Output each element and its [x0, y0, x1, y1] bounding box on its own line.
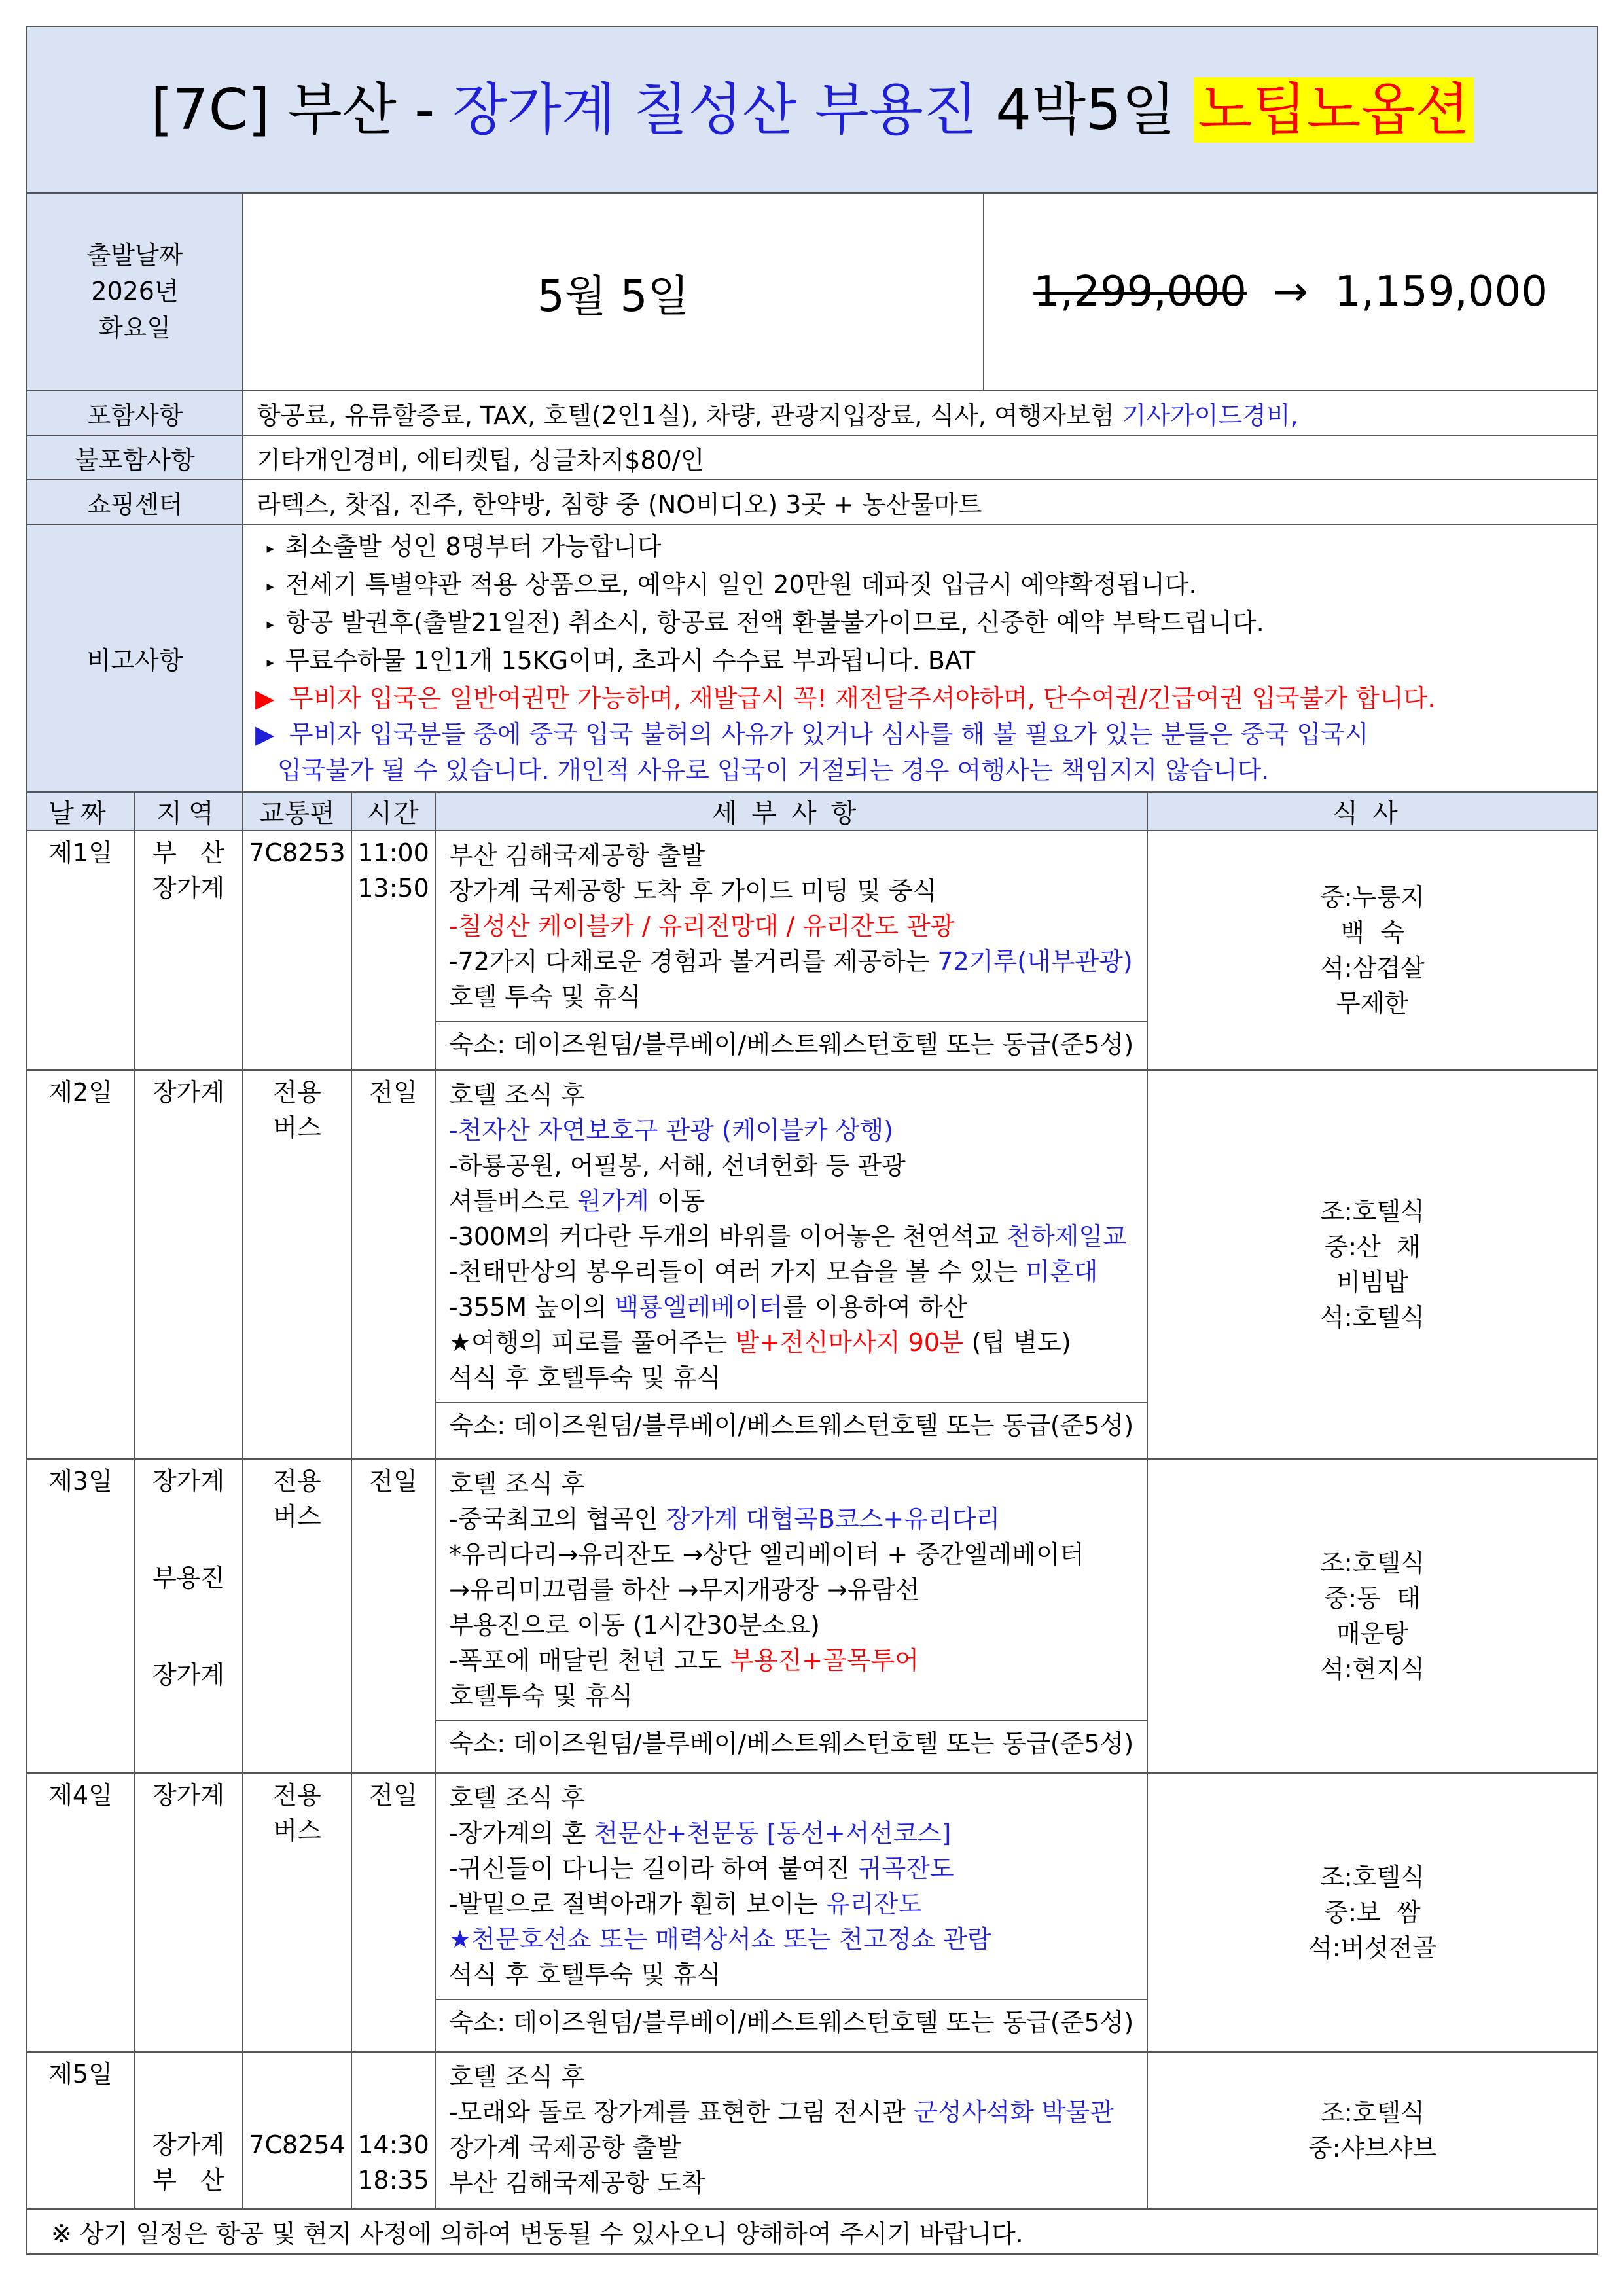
detail-text: -355M 높이의 [449, 1293, 615, 1321]
bullet-icon: ▸ [266, 617, 274, 633]
detail-highlight: 72기루(내부관광) [937, 947, 1133, 976]
detail-text: -장가계의 혼 [449, 1819, 594, 1848]
detail-highlight: 군성사석화 박물관 [914, 2098, 1114, 2126]
detail-text: 를 이용하여 하산 [783, 1293, 967, 1321]
time-cell [351, 831, 435, 1070]
itinerary-sheet [26, 26, 1598, 2255]
day-cell: 제1일 [27, 831, 134, 1070]
remark-item [255, 605, 1597, 643]
detail-text: -300M의 커다란 두개의 바위를 이어놓은 천연석교 [449, 1222, 1007, 1251]
table-row [27, 831, 1597, 1070]
time-cell: 전일 [351, 1070, 435, 1459]
detail-text: -폭포에 매달린 천년 고도 [449, 1646, 730, 1675]
departure-weekday: 화요일 [98, 313, 171, 342]
detail-highlight: 백룡엘레베이터 [615, 1293, 783, 1321]
detail-text: -귀신들이 다니는 길이라 하여 붙여진 [449, 1854, 858, 1883]
transport-text: 전용 [273, 1467, 321, 1496]
detail-line [449, 944, 1147, 979]
warning-text: 무비자 입국분들 중에 중국 입국 불허의 사유가 있거나 심사를 해 볼 필요가 있는 분들은 중국 입국시 [289, 720, 1369, 749]
detail-line: *유리다리→유리잔도 →상단 엘리베이터 + 중간엘레베이터 [449, 1540, 1084, 1569]
detail-text: -모래와 돌로 장가계를 표현한 그림 전시관 [449, 2098, 914, 2126]
meal-text: 비빔밥 [1336, 1268, 1409, 1297]
meal-text: 백 숙 [1340, 918, 1404, 947]
meal-cell [1147, 2052, 1597, 2209]
detail-line [449, 1254, 1147, 1289]
detail-line: ★천문호선쇼 또는 매력상서쇼 또는 천고정쇼 관람 [449, 1925, 991, 1954]
detail-line: 장가계 국제공항 출발 [449, 2133, 681, 2162]
include-label: 포함사항 [27, 391, 243, 435]
meal-text: 중:동 태 [1324, 1584, 1421, 1613]
title-destination: 장가계 칠성산 부용진 [452, 77, 978, 143]
meal-text: 중:보 쌈 [1324, 1898, 1421, 1927]
time-cell [351, 2052, 435, 2209]
exclude-label: 불포함사항 [27, 435, 243, 480]
detail-cell [435, 2052, 1147, 2209]
shopping-text: 라텍스, 찻집, 진주, 한약방, 침향 중 (NO비디오) 3곳 + 농산물마트 [243, 480, 1597, 524]
hotel-line: 숙소: 데이즈원덤/블루베이/베스트웨스턴호텔 또는 동급(준5성) [436, 1999, 1147, 2045]
detail-highlight: 부용진+골목투어 [730, 1646, 919, 1675]
detail-line [449, 1816, 1147, 1851]
location-cell: 장가계 [134, 1773, 243, 2052]
col-header-day: 날짜 [27, 792, 134, 831]
meal-text: 석:현지식 [1320, 1655, 1425, 1683]
bullet-icon: ▸ [266, 541, 274, 557]
meal-cell [1147, 1773, 1597, 2052]
detail-highlight: 발+전신마사지 90분 [735, 1328, 964, 1357]
col-header-meal: 식사 [1147, 792, 1597, 831]
detail-text: 이동 [649, 1187, 705, 1215]
location-spacer [135, 1499, 242, 1560]
detail-text: -천태만상의 봉우리들이 여러 가지 모습을 볼 수 있는 [449, 1257, 1026, 1286]
detail-lines [436, 831, 1147, 1021]
warning-entry-cont: 입국불가 될 수 있습니다. 개인적 사유로 입국이 거절되는 경우 여행사는 책임지지 않습니다. [277, 756, 1270, 785]
location-cell [134, 831, 243, 1070]
detail-cell [435, 1459, 1147, 1773]
detail-line: 호텔 조식 후 [449, 1469, 585, 1498]
detail-highlight: 미혼대 [1026, 1257, 1098, 1286]
detail-line [449, 1851, 1147, 1886]
arrow-icon: → [1273, 268, 1308, 316]
warning-visa [255, 681, 1597, 717]
title-tag: 노팁노옵션 [1194, 77, 1473, 143]
meal-text: 무제한 [1336, 989, 1409, 1018]
remarks-label: 비고사항 [27, 524, 243, 792]
detail-cell [435, 1070, 1147, 1459]
table-row [27, 1773, 1597, 2052]
detail-lines [436, 1460, 1147, 1720]
warning-text: 무비자 입국은 일반여권만 가능하며, 재발급시 꼭! 재전달주셔야하며, 단수여권/긴급여권 입국불가 합니다. [289, 684, 1436, 713]
time-spacer [352, 2056, 435, 2127]
detail-line: 석식 후 호텔투숙 및 휴식 [449, 1363, 721, 1392]
remark-item [255, 567, 1597, 605]
col-header-loc: 지역 [134, 792, 243, 831]
transport-cell [243, 2052, 351, 2209]
hotel-line: 숙소: 데이즈원덤/블루베이/베스트웨스턴호텔 또는 동급(준5성) [436, 1021, 1147, 1067]
location-text: 장가계 [152, 1467, 225, 1496]
detail-text: -72가지 다채로운 경험과 볼거리를 제공하는 [449, 947, 938, 976]
detail-text: -중국최고의 협곡인 [449, 1505, 666, 1534]
remark-text: 무료수하물 1인1개 15KG이며, 초과시 수수료 부과됩니다. BAT [285, 646, 976, 675]
detail-line [449, 1183, 1147, 1219]
departure-label-line: 출발날짜 [86, 241, 183, 270]
departure-label [27, 193, 243, 391]
col-header-transport: 교통편 [243, 792, 351, 831]
departure-date: 5월 5일 [243, 193, 984, 391]
include-main: 항공료, 유류할증료, TAX, 호텔(2인1실), 차량, 관광지입장료, 식사, 여행자보험 [257, 401, 1122, 430]
bullet-icon: ▸ [266, 655, 274, 671]
remark-text: 전세기 특별약관 적용 상품으로, 예약시 일인 20만원 데파짓 입금시 예약확정됩니다. [285, 570, 1197, 599]
new-price: 1,159,000 [1334, 268, 1548, 316]
meal-text: 매운탕 [1336, 1619, 1409, 1648]
day-cell: 제3일 [27, 1459, 134, 1773]
exclude-text: 기타개인경비, 에티켓팁, 싱글차지$80/인 [243, 435, 1597, 480]
remark-text: 최소출발 성인 8명부터 가능합니다 [285, 532, 662, 561]
detail-highlight: 천문산+천문동 [동선+서선코스] [594, 1819, 952, 1848]
detail-highlight: 유리잔도 [825, 1890, 922, 1918]
shopping-label: 쇼핑센터 [27, 480, 243, 524]
detail-line: -하룡공원, 어필봉, 서해, 선녀헌화 등 관광 [449, 1151, 906, 1180]
time-text: 18:35 [357, 2166, 429, 2195]
meal-cell [1147, 1070, 1597, 1459]
transport-spacer [243, 2056, 351, 2127]
meal-text: 석:호텔식 [1320, 1303, 1425, 1332]
meal-text: 석:버섯전골 [1308, 1933, 1437, 1962]
remark-text: 항공 발권후(출발21일전) 취소시, 항공료 전액 환불불가이므로, 신중한 예약 부탁드립니다. [285, 608, 1264, 637]
detail-line: 호텔 조식 후 [449, 1784, 585, 1812]
detail-lines [436, 2053, 1147, 2207]
detail-line: 부산 김해국제공항 출발 [449, 841, 705, 870]
detail-line: -천자산 자연보호구 관광 (케이블카 상행) [449, 1116, 894, 1145]
day-cell: 제5일 [27, 2052, 134, 2209]
transport-text: 7C8254 [249, 2130, 346, 2159]
include-extra: 기사가이드경비, [1122, 401, 1298, 430]
transport-cell [243, 1773, 351, 2052]
detail-highlight: 장가계 대협곡B코스+유리다리 [666, 1505, 1001, 1534]
detail-cell [435, 1773, 1147, 2052]
location-text: 부용진 [152, 1564, 225, 1592]
include-text [243, 391, 1597, 435]
footer-note: ※ 상기 일정은 항공 및 현지 사정에 의하여 변동될 수 있사오니 양해하여 주시기 바랍니다. [27, 2209, 1597, 2254]
departure-year: 2026년 [91, 277, 179, 306]
detail-lines [436, 1071, 1147, 1402]
detail-line: 호텔 조식 후 [449, 2062, 585, 2091]
remark-item [255, 529, 1597, 567]
location-cell: 장가계 [134, 1070, 243, 1459]
table-row [27, 1459, 1597, 1773]
detail-text: (팁 별도) [963, 1328, 1071, 1357]
meal-text: 중:산 채 [1324, 1232, 1421, 1261]
detail-line: 호텔 조식 후 [449, 1081, 585, 1109]
warning-marker-icon: ▶ [255, 684, 275, 713]
title-duration: 4박5일 [977, 77, 1194, 143]
detail-line: -칠성산 케이블카 / 유리전망대 / 유리잔도 관광 [449, 912, 955, 941]
meal-text: 중:샤브샤브 [1308, 2134, 1437, 2162]
warning-marker-icon: ▶ [255, 720, 275, 749]
title-prefix: [7C] 부산 - [151, 77, 453, 143]
location-text: 부 산 [152, 2166, 224, 2195]
location-text: 장가계 [152, 1660, 225, 1689]
time-cell: 전일 [351, 1459, 435, 1773]
hotel-line: 숙소: 데이즈원덤/블루베이/베스트웨스턴호텔 또는 동급(준5성) [436, 1720, 1147, 1766]
location-text: 장가계 [152, 2130, 225, 2159]
detail-cell [435, 831, 1147, 1070]
detail-line: 호텔투숙 및 휴식 [449, 1681, 633, 1710]
price [984, 193, 1597, 391]
detail-line [449, 1501, 1147, 1537]
table-row [27, 2052, 1597, 2209]
detail-text: ★여행의 피로를 풀어주는 [449, 1328, 736, 1357]
warning-entry [255, 717, 1597, 753]
table-row [27, 1070, 1597, 1459]
meal-text: 조:호텔식 [1320, 2098, 1425, 2127]
location-cell [134, 2052, 243, 2209]
detail-line [449, 1643, 1147, 1678]
transport-text: 전용 [273, 1078, 321, 1107]
time-text: 14:30 [357, 2130, 429, 2159]
remarks-list [243, 524, 1597, 792]
detail-highlight: 천하제일교 [1007, 1222, 1127, 1251]
location-text: 장가계 [152, 874, 225, 903]
time-cell: 전일 [351, 1773, 435, 2052]
page-title [27, 27, 1597, 193]
location-spacer [135, 2056, 242, 2127]
old-price: 1,299,000 [1033, 268, 1247, 316]
bullet-icon: ▸ [266, 579, 274, 595]
detail-text: 셔틀버스로 [449, 1187, 577, 1215]
transport-text: 전용 [273, 1781, 321, 1810]
time-text: 13:50 [357, 874, 429, 903]
day-cell: 제2일 [27, 1070, 134, 1459]
detail-line: →유리미끄럼를 하산 →무지개광장 →유람선 [449, 1575, 920, 1604]
detail-line [449, 1289, 1147, 1325]
meal-text: 조:호텔식 [1320, 1863, 1425, 1892]
day-cell: 제4일 [27, 1773, 134, 2052]
location-text: 부 산 [152, 838, 224, 867]
remark-item [255, 643, 1597, 681]
detail-highlight: 귀곡잔도 [857, 1854, 954, 1883]
transport-cell [243, 1070, 351, 1459]
meal-text: 석:삼겹살 [1320, 954, 1425, 982]
meal-cell [1147, 831, 1597, 1070]
detail-line [449, 1886, 1147, 1922]
time-text: 11:00 [357, 838, 429, 867]
col-header-time: 시간 [351, 792, 435, 831]
meal-text: 조:호텔식 [1320, 1549, 1425, 1577]
detail-line: 장가계 국제공항 도착 후 가이드 미팅 및 중식 [449, 876, 937, 905]
transport-cell [243, 1459, 351, 1773]
location-cell [134, 1459, 243, 1773]
detail-highlight: 원가계 [577, 1187, 649, 1215]
transport-cell: 7C8253 [243, 831, 351, 1070]
col-header-detail: 세부사항 [435, 792, 1147, 831]
detail-lines [436, 1774, 1147, 1999]
hotel-line: 숙소: 데이즈원덤/블루베이/베스트웨스턴호텔 또는 동급(준5성) [436, 1402, 1147, 1448]
detail-text: -발밑으로 절벽아래가 훤히 보이는 [449, 1890, 826, 1918]
detail-line: 석식 후 호텔투숙 및 휴식 [449, 1960, 721, 1989]
meal-text: 조:호텔식 [1320, 1197, 1425, 1226]
location-spacer [135, 1596, 242, 1657]
detail-line: 호텔 투숙 및 휴식 [449, 982, 641, 1011]
detail-line: 부산 김해국제공항 도착 [449, 2168, 705, 2197]
transport-text: 버스 [273, 1113, 321, 1142]
meal-text: 중:누룽지 [1320, 883, 1425, 912]
transport-text: 버스 [273, 1816, 321, 1845]
detail-line: 부용진으로 이동 (1시간30분소요) [449, 1611, 820, 1640]
transport-text: 버스 [273, 1502, 321, 1531]
detail-line [449, 2094, 1147, 2130]
meal-cell [1147, 1459, 1597, 1773]
detail-line [449, 1325, 1147, 1360]
detail-line [449, 1219, 1147, 1254]
